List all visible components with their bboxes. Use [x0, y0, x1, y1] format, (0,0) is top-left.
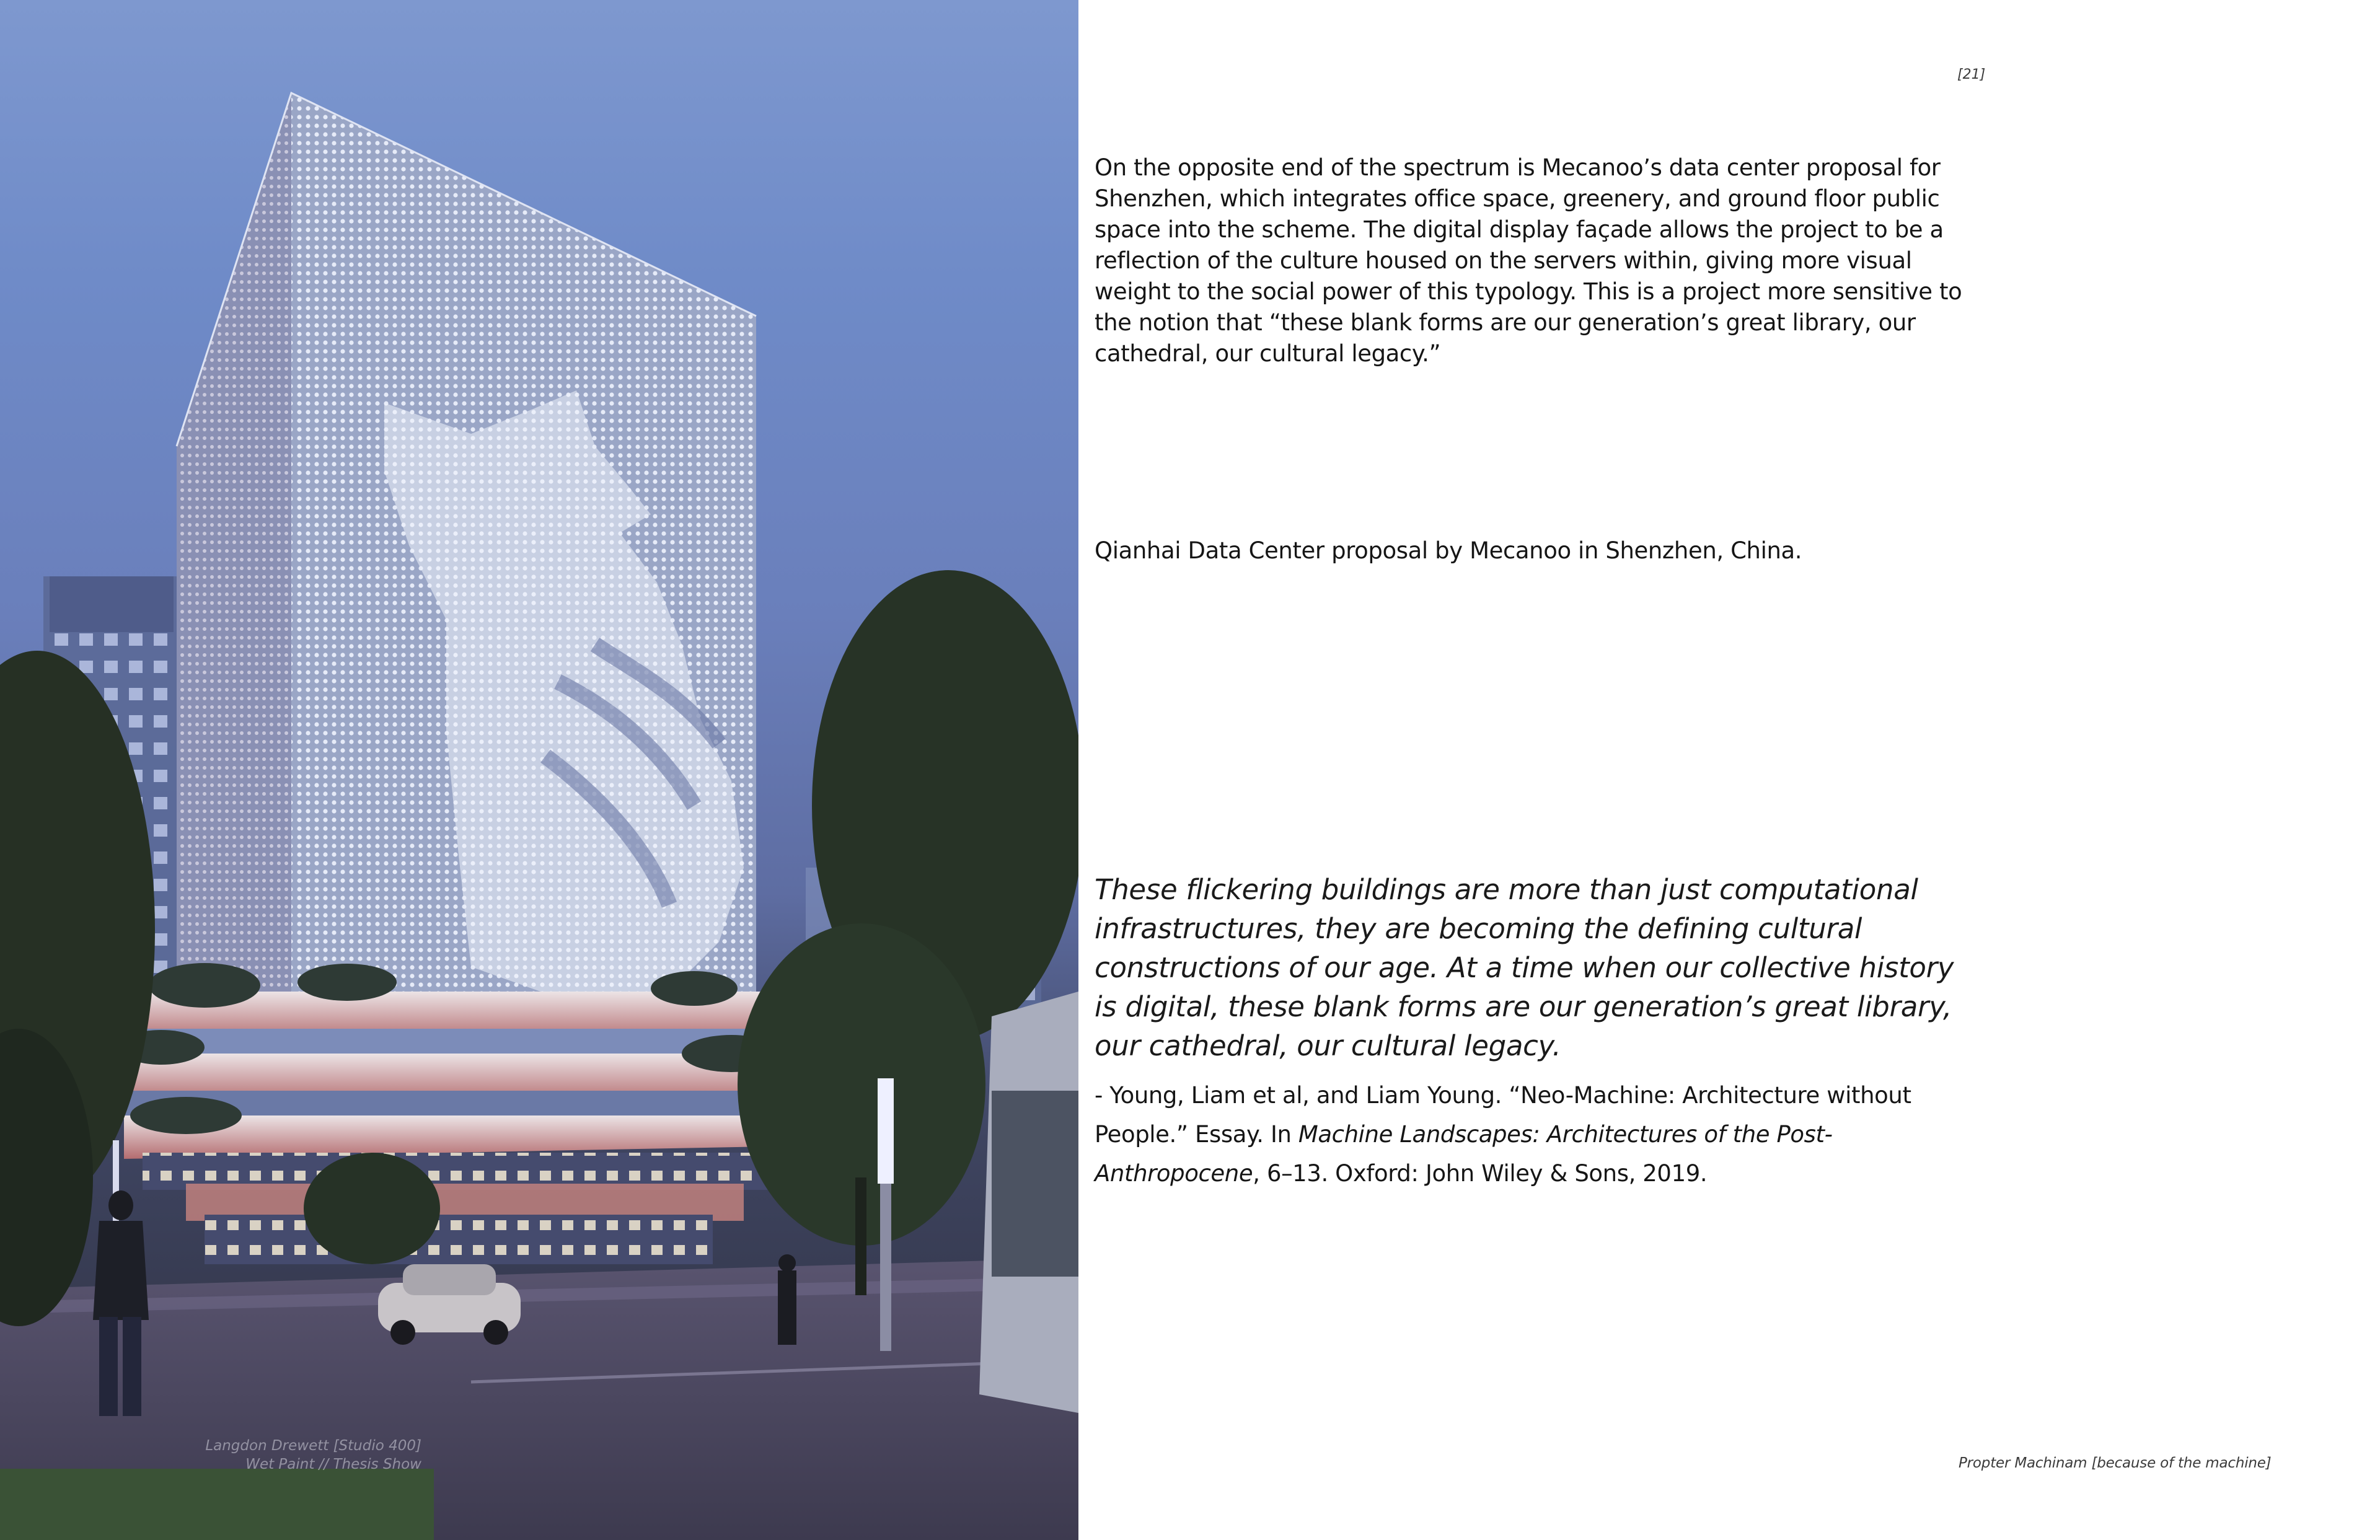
citation-suffix: , 6–13. Oxford: John Wiley & Sons, 2019.: [1253, 1160, 1708, 1187]
photo-credit-line-2: Wet Paint // Thesis Show: [245, 1456, 421, 1472]
data-center-photo: [0, 0, 1078, 1540]
photo-credit-line-1: Langdon Drewett [Studio 400]: [205, 1438, 421, 1454]
citation-prefix: - Young, Liam et al, and Liam Young. “Neo-Machine: Architecture without People.” Essay. In: [1095, 1082, 1911, 1148]
body-paragraph-text: On the opposite end of the spectrum is Mecanoo’s data center proposal for Shenzhen, which integrates office space, greenery, and ground floor public space into the scheme. The digital display façade allows the project to be a reflection of the culture housed on the servers within, giving more visual weight to the social power of this typology. This is a project more sensitive to the notion that “these blank forms are our generation’s great library, our cathedral, our cultural legacy.”: [1095, 154, 1962, 367]
running-footer-title: Propter Machinam [because of the machine]: [1959, 1455, 2272, 1471]
quote-citation: [1095, 1076, 1975, 1193]
pull-quote: These flickering buildings are more than just computational infrastructures, they are becoming the defining cultural constructions of our age. At a time when our collective history is digital, these blank forms are our generation’s great library, our cathedral, our cultural legacy.: [1095, 873, 1954, 1062]
citation-book-title: Machine Landscapes: Architectures of the Post-Anthropocene: [1095, 1121, 1833, 1187]
body-paragraph: [1095, 152, 1962, 369]
photo-credit: [155, 1437, 421, 1474]
page-number: [21]: [1957, 67, 1986, 82]
image-caption: Qianhai Data Center proposal by Mecanoo in Shenzhen, China.: [1095, 537, 1802, 564]
rendering-illustration: [0, 0, 1078, 1540]
